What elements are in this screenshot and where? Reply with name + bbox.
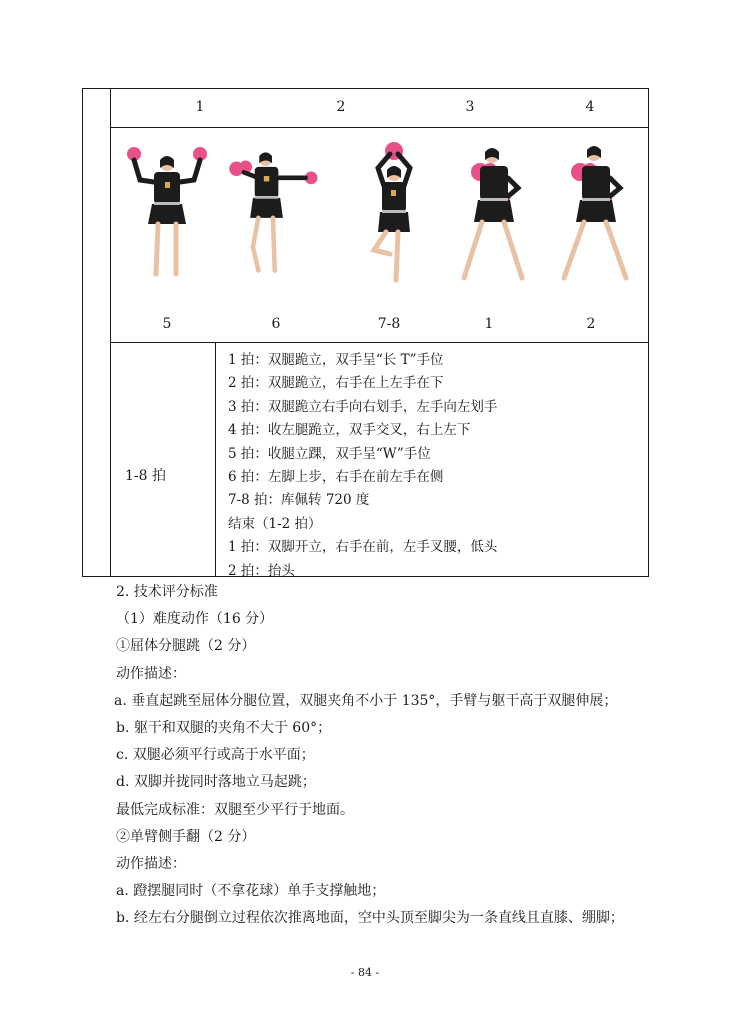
cheerleader-photo-6: [222, 142, 322, 290]
table-column-divider: [215, 342, 216, 577]
cheerleader-photo-7-8: [344, 142, 444, 290]
description-line: 结束（1-2 拍）: [228, 515, 322, 532]
subsection-heading: （1）难度动作（16 分）: [116, 611, 274, 628]
beat-count-label: 1-8 拍: [125, 468, 166, 484]
cheerleader-photo-5: [118, 142, 218, 290]
header-number-4: 4: [585, 99, 595, 115]
scoring-criteria-text: [116, 579, 656, 933]
photo-label-5: 5: [162, 316, 172, 332]
header-number-3: 3: [465, 99, 475, 115]
paragraph-line: 动作描述：: [116, 665, 186, 682]
paragraph-line: a. 蹬摆腿同时（不拿花球）单手支撑触地；: [116, 883, 386, 900]
photo-label-6: 6: [271, 316, 281, 332]
page-number: - 84 -: [350, 966, 380, 979]
paragraph-line: b. 经左右分腿倒立过程依次推离地面，空中头顶至脚尖为一条直线且直膝、绷脚；: [116, 910, 624, 927]
header-number-2: 2: [336, 99, 346, 115]
table-right-border: [648, 88, 649, 577]
paragraph-line: a. 垂直起跳至屈体分腿位置，双腿夹角不小于 135°，手臂与躯干高于双腿伸展；: [114, 692, 618, 709]
description-line: 6 拍：左脚上步，右手在前左手在侧: [228, 469, 444, 486]
photo-label-7-8: 7-8: [377, 316, 401, 332]
description-line: 1 拍：双脚开立，右手在前，左手叉腰，低头: [228, 539, 498, 556]
table-header-divider: [110, 127, 649, 128]
paragraph-line: 最低完成标准：双腿至少平行于地面。: [116, 801, 354, 818]
item-heading: ②单臂侧手翻（2 分）: [116, 828, 256, 845]
paragraph-line: 动作描述：: [116, 856, 186, 873]
cheerleader-photo-1: [444, 142, 544, 290]
movement-description: [228, 349, 497, 583]
description-line: 3 拍：双腿跪立右手向右划手，左手向左划手: [228, 398, 498, 415]
paragraph-line: d. 双脚并拢同时落地立马起跳；: [116, 774, 316, 791]
description-line: 5 拍：收腿立踝，双手呈“W”手位: [228, 445, 431, 462]
item-heading: ①屈体分腿跳（2 分）: [116, 638, 256, 655]
photo-label-1: 1: [484, 316, 494, 332]
paragraph-line: b. 躯干和双腿的夹角不大于 60°；: [116, 720, 332, 737]
photo-label-2: 2: [586, 316, 596, 332]
description-line: 7-8 拍：库佩转 720 度: [228, 492, 370, 509]
table-photo-divider: [110, 342, 649, 343]
paragraph-line: c. 双腿必须平行或高于水平面；: [116, 747, 315, 764]
section-heading: 2. 技术评分标准: [116, 584, 218, 600]
table-inner-left-border: [110, 88, 111, 577]
description-line: 1 拍：双腿跪立，双手呈“长 T”手位: [228, 352, 444, 368]
table-outer-left-border: [82, 88, 83, 577]
description-line: 2 拍：抬头: [228, 562, 295, 579]
header-number-1: 1: [195, 99, 205, 115]
description-line: 4 拍：收左腿跪立，双手交叉，右上左下: [228, 422, 471, 439]
description-line: 2 拍：双腿跪立，右手在上左手在下: [228, 375, 444, 392]
table-top-border: [82, 88, 649, 89]
cheerleader-photo-2: [546, 142, 646, 290]
